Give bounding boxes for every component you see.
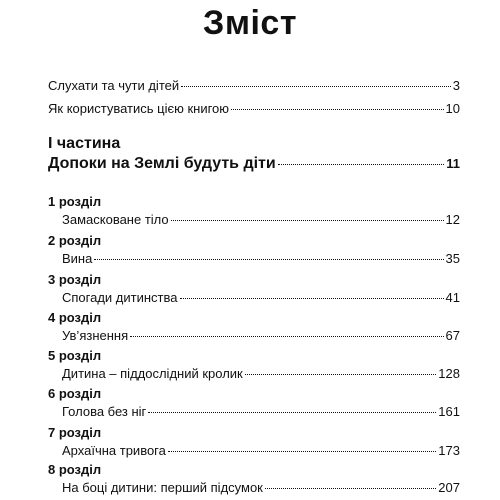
chapter-label: 3 розділ: [48, 272, 102, 287]
toc-page-number: 10: [445, 101, 460, 116]
toc-entry-chapter-8[interactable]: [62, 480, 460, 495]
toc-entry-front-2[interactable]: [48, 101, 460, 116]
dot-leader: [94, 259, 443, 260]
toc-entry-chapter-2[interactable]: [62, 251, 460, 266]
toc-page-number: 12: [445, 212, 460, 227]
page-title: Зміст: [203, 4, 297, 42]
toc-entry-title: На боці дитини: перший підсумок: [62, 480, 263, 495]
chapter-label: 8 розділ: [48, 462, 102, 477]
toc-entry-title: Архаїчна тривога: [62, 443, 166, 458]
toc-page-number: 41: [445, 290, 460, 305]
chapter-label: 7 розділ: [48, 425, 102, 440]
toc-page-number: 11: [446, 156, 460, 171]
dot-leader: [130, 336, 443, 337]
chapter-label: 5 розділ: [48, 348, 102, 363]
toc-entry-chapter-3[interactable]: [62, 290, 460, 305]
toc-entry-chapter-7[interactable]: [62, 443, 460, 458]
dot-leader: [171, 220, 444, 221]
toc-page-number: 3: [452, 78, 460, 93]
dot-leader: [265, 488, 436, 489]
toc-entry-chapter-6[interactable]: [62, 404, 460, 419]
toc-entry-title: Вина: [62, 251, 93, 266]
toc-entry-title: Спогади дитинства: [62, 290, 178, 305]
toc-entry-chapter-1[interactable]: [62, 212, 460, 227]
dot-leader: [231, 109, 443, 110]
toc-page-number: 35: [445, 251, 460, 266]
part-label: I частина: [48, 135, 121, 152]
toc-entry-chapter-4[interactable]: [62, 328, 460, 343]
toc-page-number: 67: [445, 328, 460, 343]
chapter-label: 6 розділ: [48, 386, 102, 401]
dot-leader: [148, 412, 436, 413]
toc-page-number: 128: [438, 366, 460, 381]
dot-leader: [278, 164, 445, 165]
toc-entry-title: Замасковане тіло: [62, 212, 169, 227]
toc-entry-title: Слухати та чути дітей: [48, 78, 180, 93]
toc-entry-part-1[interactable]: [48, 155, 460, 173]
toc-page-number: 207: [438, 480, 460, 495]
dot-leader: [245, 374, 437, 375]
toc-page-number: 173: [438, 443, 460, 458]
dot-leader: [168, 451, 436, 452]
chapter-label: 4 розділ: [48, 310, 102, 325]
toc-entry-title: Голова без ніг: [62, 404, 147, 419]
toc-entry-title: Ув’язнення: [62, 328, 129, 343]
dot-leader: [180, 298, 444, 299]
toc-entry-title: Як користуватись цією книгою: [48, 101, 230, 116]
dot-leader: [181, 86, 451, 87]
toc-entry-chapter-5[interactable]: [62, 366, 460, 381]
toc-page-number: 161: [438, 404, 460, 419]
toc-entry-title: Дитина – піддослідний кролик: [62, 366, 243, 381]
part-title: Допоки на Землі будуть діти: [48, 155, 276, 172]
chapter-label: 1 розділ: [48, 194, 102, 209]
toc-entry-front-1[interactable]: [48, 78, 460, 93]
chapter-label: 2 розділ: [48, 233, 102, 248]
